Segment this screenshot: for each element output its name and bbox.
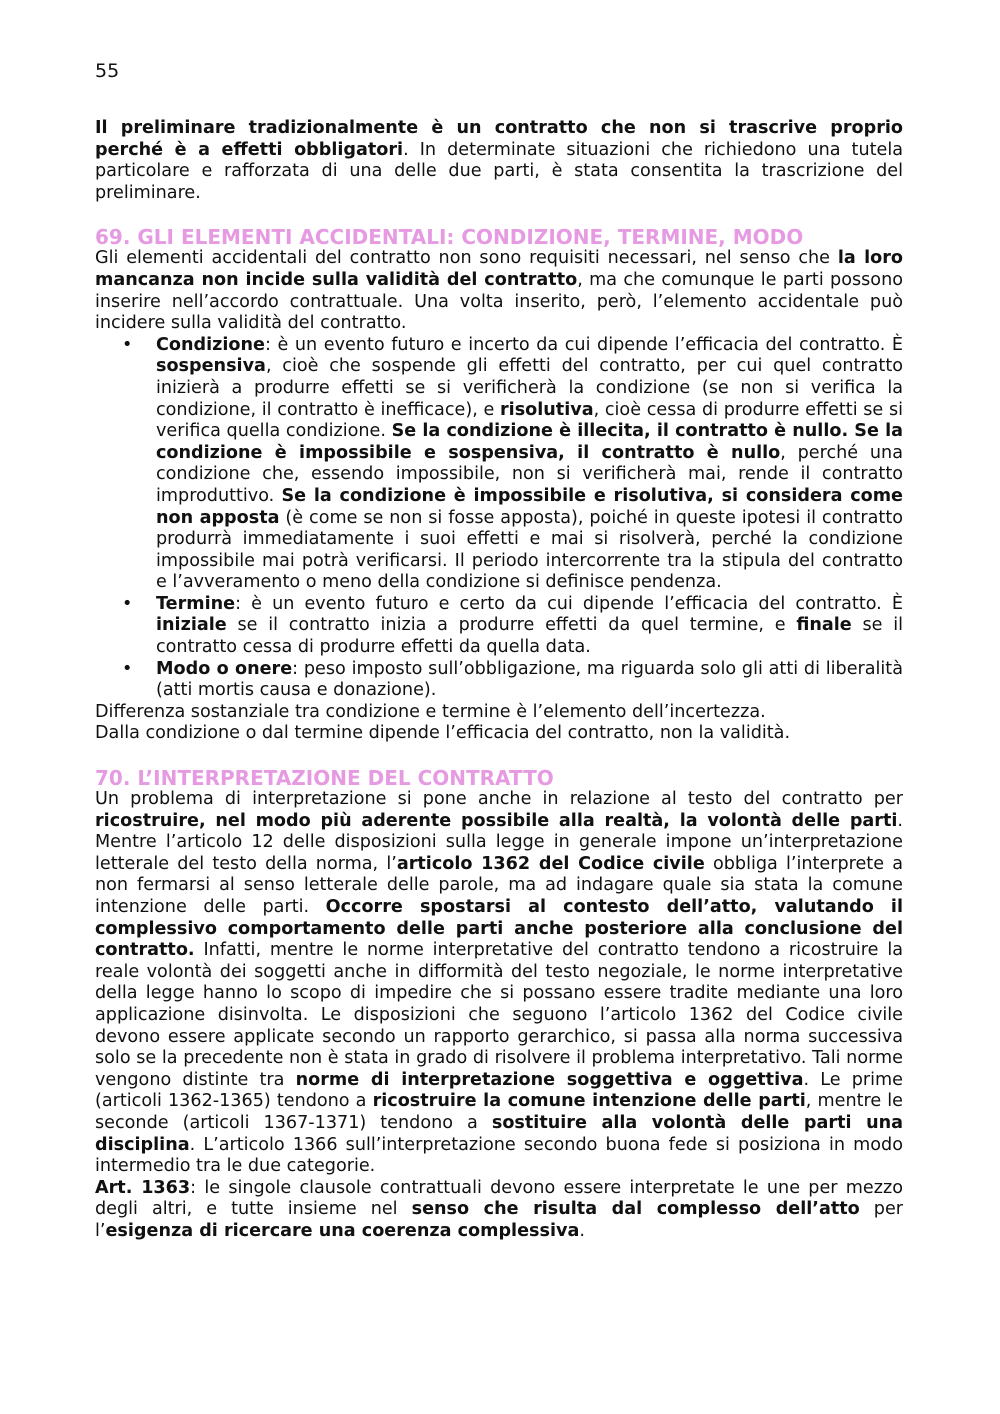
bold-text: sospensiva: [156, 356, 266, 377]
bold-text: norme di interpretazione soggettiva e oggettiva: [295, 1069, 804, 1090]
body-text: , cioè che sospende gli effetti del contratto, per cui quel contratto inizierà a produrre effetti se si verificherà la condizione (se non si verifica la condizione, il contratto è inefficace), e: [156, 356, 903, 420]
bold-text: Modo o onere: [156, 658, 293, 679]
body-text: : è un evento futuro e certo da cui dipende l’efficacia del contratto. È: [235, 593, 903, 614]
body-text: obbliga l’interprete a non fermarsi al senso letterale delle parole, ma ad indagare quale sia stata la comune intenzione delle parti.: [95, 853, 903, 917]
document-page: [95, 60, 903, 1243]
closing-line-2: Dalla condizione o dal termine dipende l’efficacia del contratto, non la validità.: [95, 723, 791, 744]
paragraph-spacer: [95, 745, 903, 767]
section-70-paragraph: [95, 789, 903, 1178]
page-number: 55: [95, 60, 120, 82]
body-text: .: [579, 1220, 585, 1241]
bold-text: ricostruire la comune intenzione delle parti: [372, 1091, 806, 1112]
bold-text: finale: [796, 615, 852, 636]
body-text: : peso imposto sull’obbligazione, ma riguarda solo gli atti di liberalità (atti mortis causa e donazione).: [156, 658, 903, 701]
body-text: : le singole clausole contrattuali devono essere interpretate le une per mezzo degli altri, e tutte insieme nel: [95, 1177, 903, 1220]
bold-text: senso che risulta dal complesso dell’atto: [411, 1199, 860, 1220]
list-item-condizione: [122, 334, 903, 594]
bold-text: Il preliminare tradizionalmente è un contratto che non si trascrive proprio perché è a effetti obbligatori: [95, 118, 903, 160]
section-heading-69: 69. GLI ELEMENTI ACCIDENTALI: CONDIZIONE, TERMINE, MODO: [95, 225, 804, 250]
bold-text: Art. 1363: [95, 1177, 191, 1198]
intro-paragraph: [95, 118, 903, 204]
body-text: , mentre le seconde (articoli 1367-1371) tendono a: [95, 1091, 903, 1133]
body-text: se il contratto inizia a produrre effetti da quel termine, e: [226, 615, 797, 636]
body-text: . Le prime (articoli 1362-1365) tendono a: [95, 1069, 903, 1112]
body-text: , perché una condizione che, essendo impossibile, non si verificherà mai, rende il contratto improduttivo.: [156, 442, 903, 506]
bold-text: Condizione: [156, 334, 265, 355]
list-item-modo: [122, 658, 903, 702]
accidental-elements-list: [95, 335, 903, 702]
bullet-icon: •: [122, 593, 133, 614]
bold-text: risolutiva: [499, 399, 594, 420]
section-69-intro-paragraph: [95, 248, 903, 334]
section-heading-70: 70. L’INTERPRETAZIONE DEL CONTRATTO: [95, 766, 554, 791]
body-text: se il contratto cessa di produrre effetti da quella data.: [156, 615, 903, 658]
body-text: Un problema di interpretazione si pone anche in relazione al testo del contratto per: [95, 789, 903, 810]
bold-text: ricostruire, nel modo più aderente possibile alla realtà, la volontà delle parti: [95, 810, 898, 831]
body-text: Gli elementi accidentali del contratto non sono requisiti necessari, nel senso che: [95, 248, 838, 269]
bullet-icon: •: [122, 658, 133, 679]
paragraph-spacer: [95, 204, 903, 226]
bold-text: Se la condizione è illecita, il contratto è nullo. Se la condizione è impossibile e sospensiva, il contratto è nullo: [156, 421, 903, 463]
bold-text: iniziale: [156, 615, 227, 636]
body-text: , cioè cessa di produrre effetti se si verifica quella condizione.: [156, 399, 903, 442]
bold-text: articolo 1362 del Codice civile: [396, 853, 705, 874]
body-text: (è come se non si fosse apposta), poiché in queste ipotesi il contratto produrrà immediatamente i suoi effetti e mai si risolverà, perché la condizione impossibile mai potrà verificarsi. Il periodo intercorrente tra la stipula del contratto e l’avveramento o meno della condizione si definisce pendenza.: [156, 507, 903, 593]
closing-line-1: Differenza sostanziale tra condizione e termine è l’elemento dell’incertezza.: [95, 701, 766, 722]
bold-text: esigenza di ricercare una coerenza complessiva: [105, 1220, 580, 1241]
body-text: , ma che comunque le parti possono inserire nell’accordo contrattuale. Una volta inserito, però, l’elemento accidentale può incidere sulla validità del contratto.: [95, 269, 903, 334]
body-text: . L’articolo 1366 sull’interpretazione secondo buona fede si posiziona in modo intermedio tra le due categorie.: [95, 1134, 903, 1177]
bold-text: Termine: [156, 593, 236, 614]
body-text: : è un evento futuro e incerto da cui dipende l’efficacia del contratto. È: [264, 334, 903, 355]
bold-text: Occorre spostarsi al contesto dell’atto, valutando il complessivo comportamento delle parti anche posteriore alla conclusione del contratto.: [95, 897, 903, 961]
list-item-termine: [122, 593, 903, 659]
body-text: . In determinate situazioni che richiedono una tutela particolare e rafforzata di una delle due parti, è stata consentita la trascrizione del preliminare.: [95, 139, 903, 203]
bold-text: Se la condizione è impossibile e risolutiva, si considera come non apposta: [156, 485, 903, 528]
body-text: Infatti, mentre le norme interpretative del contratto tendono a ricostruire la reale volontà dei soggetti anche in difformità del testo negoziale, le norme interpretative della legge hanno lo scopo di impedire che si possano essere tradite mediante una loro applicazione disinvolta. Le disposizioni che seguono l’articolo 1362 del Codice civile devono essere applicate secondo un rapporto gerarchico, si passa alla norma successiva solo se la precedente non è stata in grado di risolvere il problema interpretativo. Tali norme vengono distinte tra: [95, 940, 903, 1090]
body-text: per l’: [95, 1199, 903, 1241]
art-1363-paragraph: [95, 1178, 903, 1243]
bold-text: sostituire alla volontà delle parti una disciplina: [95, 1112, 903, 1155]
bold-text: la loro mancanza non incide sulla validità del contratto: [95, 248, 903, 290]
body-text: . Mentre l’articolo 12 delle disposizioni sulla legge in generale impone un’interpretazione letterale del testo della norma, l’: [95, 810, 903, 874]
bullet-icon: •: [122, 334, 133, 355]
